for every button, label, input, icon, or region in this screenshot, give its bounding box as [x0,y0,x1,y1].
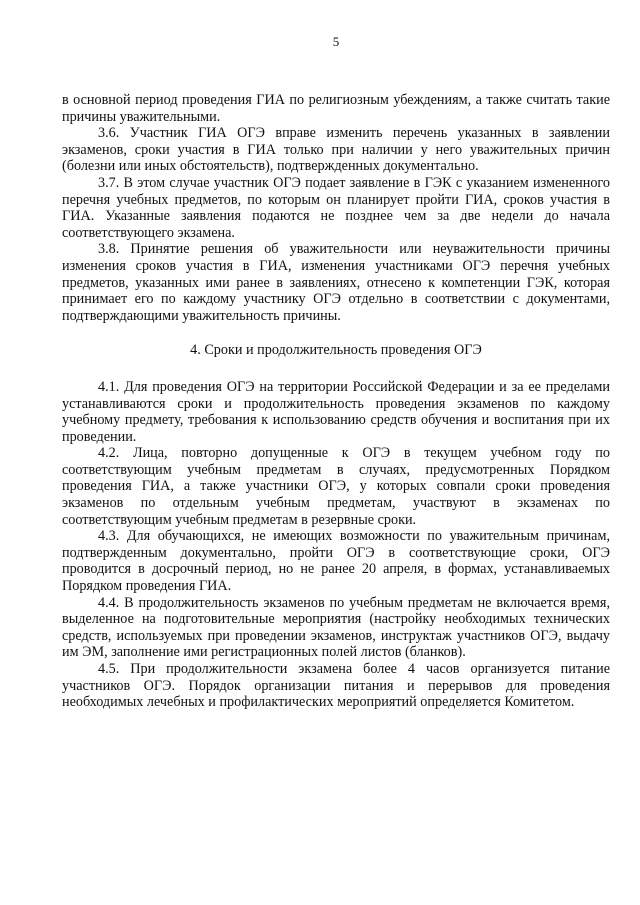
paragraph-4-4: 4.4. В продолжительность экзаменов по учебным предметам не включается время, выделенное на подготовительные мероприятия (настройку необходимых технических средств, используемых при проведении экзаменов, инструктаж участников ОГЭ, выдачу им ЭМ, заполнение ими регистрационных полей листов (бланков). [62,594,610,661]
paragraph-3-8: 3.8. Принятие решения об уважительности или неуважительности причины изменения сроков участия в ГИА, изменения участниками ОГЭ перечня учебных предметов, указанных ими ранее в заявлениях, отнесено к компетенции ГЭК, которая принимает его по каждому участнику ОГЭ отдельно в соответствии с документами, подтверждающими уважительность причины. [62,241,610,324]
section-4-title: 4. Сроки и продолжительность проведения ОГЭ [190,342,482,359]
paragraph-continuation: в основной период проведения ГИА по религиозным убеждениям, а также считать такие причины уважительными. [62,92,610,125]
document-page [62,34,610,711]
paragraph-3-7: 3.7. В этом случае участник ОГЭ подает заявление в ГЭК с указанием измененного перечня учебных предметов, по которым он планирует пройти ГИА, сроков участия в ГИА. Указанные заявления подаются не позднее чем за две недели до начала соответствующего экзамена. [62,174,610,241]
paragraph-4-5: 4.5. При продолжительности экзамена более 4 часов организуется питание участников ОГЭ. Порядок организации питания и перерывов для проведения необходимых лечебных и профилактических мероприятий определяется Комитетом. [62,661,610,711]
paragraph-4-3: 4.3. Для обучающихся, не имеющих возможности по уважительным причинам, подтвержденным документально, пройти ОГЭ в соответствующие сроки, ОГЭ проводится в досрочный период, но не ранее 20 апреля, в формах, устанавливаемых Порядком проведения ГИА. [62,528,610,595]
paragraph-3-6: 3.6. Участник ГИА ОГЭ вправе изменить перечень указанных в заявлении экзаменов, сроки участия в ГИА только при наличии у него уважительных причин (болезни или иных обстоятельств), подтвержденных документально. [62,125,610,175]
page-number: 5 [332,34,340,49]
paragraph-4-1: 4.1. Для проведения ОГЭ на территории Российской Федерации и за ее пределами устанавливаются сроки и продолжительность проведения экзаменов по каждому учебному предмету, требования к использованию средств обучения и воспитания при их проведении. [62,378,610,445]
paragraph-4-2: 4.2. Лица, повторно допущенные к ОГЭ в текущем учебном году по соответствующим учебным предметам в случаях, предусмотренных Порядком проведения ГИА, а также участники ОГЭ, у которых совпали сроки проведения экзаменов по отдельным учебным предметам, участвуют в экзаменах по соответствующим учебным предметам в резервные сроки. [62,445,610,528]
